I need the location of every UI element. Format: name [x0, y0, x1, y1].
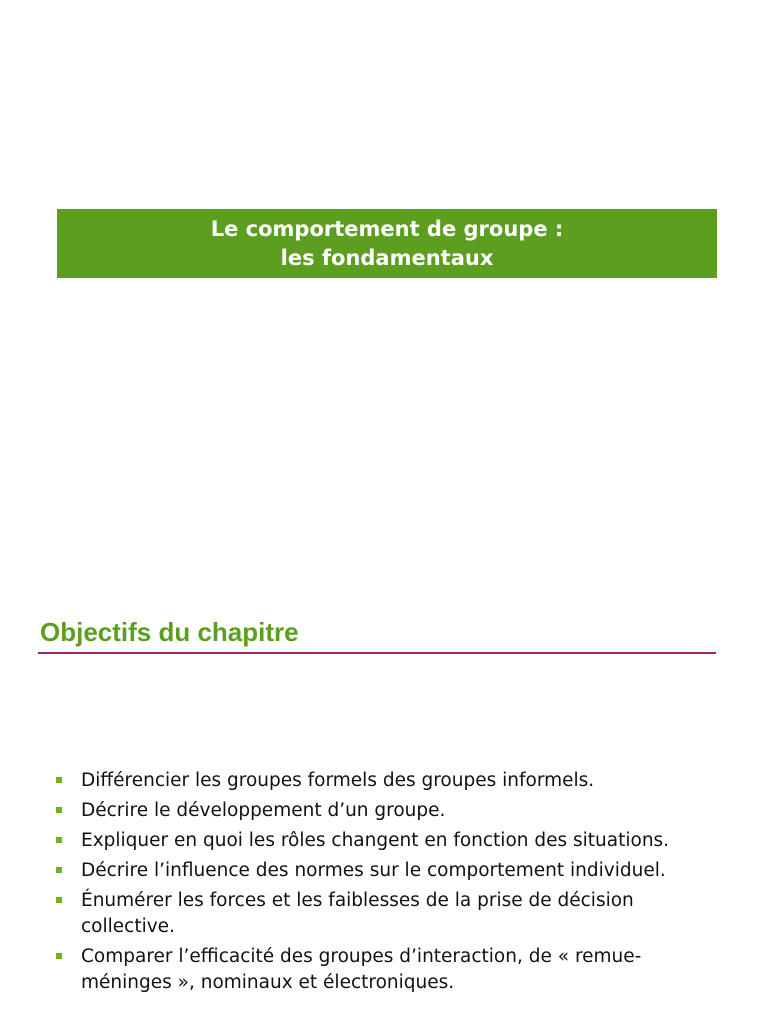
- objective-text: Différencier les groupes formels des groupes informels.: [81, 770, 595, 791]
- square-bullet-icon: [56, 807, 62, 813]
- objective-item: [54, 944, 694, 996]
- section-heading: Objectifs du chapitre: [40, 617, 299, 647]
- square-bullet-icon: [56, 777, 62, 783]
- square-bullet-icon: [56, 837, 62, 843]
- objective-text: Comparer l’efficacité des groupes d’interaction, de « remue-méninges », nominaux et électroniques.: [81, 946, 642, 993]
- objective-text: Décrire le développement d’un groupe.: [81, 800, 446, 821]
- objective-item: [54, 798, 694, 824]
- objective-item: [54, 828, 694, 854]
- objective-item: [54, 768, 694, 794]
- square-bullet-icon: [56, 953, 62, 959]
- objective-text: Décrire l’influence des normes sur le comportement individuel.: [81, 860, 666, 881]
- square-bullet-icon: [56, 867, 62, 873]
- heading-divider: [38, 652, 716, 654]
- objective-text: Énumérer les forces et les faiblesses de la prise de décision collective.: [81, 890, 634, 937]
- title-banner: [57, 209, 717, 278]
- objective-item: [54, 858, 694, 884]
- title-line-1: Le comportement de groupe :: [210, 217, 564, 241]
- objective-item: [54, 888, 694, 940]
- square-bullet-icon: [56, 897, 62, 903]
- objectives-list: [54, 768, 694, 1000]
- objective-text: Expliquer en quoi les rôles changent en fonction des situations.: [81, 830, 670, 851]
- title-line-2: les fondamentaux: [280, 246, 494, 270]
